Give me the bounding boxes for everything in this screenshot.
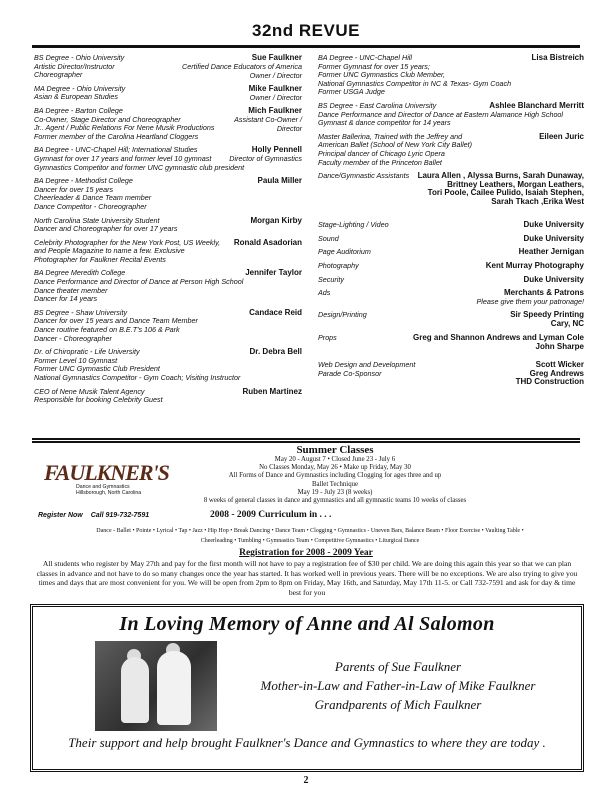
staff-role: Owner / Director <box>249 92 302 102</box>
summer-weeks: 8 weeks of general classes in dance and gymnastics and all gymnastic teams 10 weeks of classes <box>203 497 467 505</box>
staff-name: Paula Miller <box>257 176 302 186</box>
summer-classes <box>140 444 530 505</box>
credit-entry <box>318 334 584 356</box>
assistants-label: Dance/Gymnastic Assistants <box>318 171 410 181</box>
credit-entry <box>318 221 584 230</box>
staff-entry <box>34 107 302 141</box>
credit-value: Scott Wicker Greg Andrews THD Construction <box>515 360 584 387</box>
staff-credentials: BA Degree - Methodist College Dancer for over 15 years Cheerleader & Dance Team member Dance Competitor - Choreographer <box>34 176 152 211</box>
staff-credentials: Dr. of Chiropratic - Life University Former Level 10 Gymnast Former UNC Gymnastic Club President National Gymnastics Competitor - Gym Coach; Visiting Instructor <box>34 347 241 382</box>
page-title: 32nd REVUE <box>252 21 360 40</box>
staff-credentials: BA Degree - UNC-Chapel Hill Former Gymnast for over 15 years; Former UNC Gymnastics Club Member, National Gymnastics Competitor in NC & Texas- Gym Coach Former USGA Judge <box>318 53 512 97</box>
logo-line1: Dance and Gymnastics <box>76 484 130 490</box>
staff-credentials: Master Ballerina, Trained with the Jeffrey and American Ballet (School of New York City Ballet) Principal dancer of Chicago Lyric Opera Faculty member of the Princeton Ballet <box>318 131 473 167</box>
staff-column-left <box>34 54 302 410</box>
memorial-line1: Parents of Sue Faulkner <box>334 659 462 674</box>
staff-credentials: BA Degree Meredith College Dance Performance and Director of Dance at Person High School Dance theater member Dancer for 14 years <box>34 268 244 304</box>
credit-entry <box>318 360 584 387</box>
staff-name: Mich Faulkner <box>248 105 302 115</box>
staff-entry <box>34 177 302 211</box>
staff-entry <box>34 309 302 343</box>
staff-entry <box>34 85 302 102</box>
top-divider <box>32 45 580 48</box>
section-divider <box>32 438 580 443</box>
staff-entry <box>318 133 584 167</box>
staff-name: Ashlee Blanchard Merritt <box>489 100 584 110</box>
credit-value: Duke University <box>523 220 584 230</box>
memorial-box <box>30 604 584 772</box>
register-now <box>38 512 149 519</box>
staff-name: Holly Pennell <box>251 145 302 155</box>
credit-value: Duke University <box>523 233 584 243</box>
credit-label: Page Auditorium <box>318 247 371 257</box>
staff-name: Candace Reid <box>249 307 302 317</box>
staff-credentials: Celebrity Photographer for the New York Post, US Weekly, and People Magazine to name a few. Exclusive Photographer for Faulkner Recital Events <box>34 237 221 264</box>
credit-entry <box>318 289 584 306</box>
summer-forms: All Forms of Dance and Gymnastics including Clogging for ages three and up <box>228 472 442 480</box>
memorial-title: In Loving Memory of Anne and Al Salomon <box>119 613 495 635</box>
credit-value: Greg and Shannon Andrews and Lyman Cole John Sharpe <box>413 333 584 351</box>
staff-entry <box>34 269 302 303</box>
staff-entry <box>34 146 302 172</box>
staff-name: Morgan Kirby <box>250 215 302 225</box>
page-number: 2 <box>303 775 309 786</box>
staff-name: Jennifer Taylor <box>245 268 302 278</box>
staff-role: Assistant Co-Owner / Director <box>234 114 302 133</box>
staff-entry <box>34 239 302 265</box>
summer-heading: Summer Classes <box>296 444 374 456</box>
credit-label: Props <box>318 333 337 343</box>
credit-value: Sir Speedy Printing Cary, NC <box>510 310 584 328</box>
memorial-dedication <box>233 657 563 714</box>
summer-ballet-dates: May 19 - July 23 (8 weeks) <box>297 488 373 496</box>
register-text: Register Now <box>38 512 83 519</box>
staff-role: Certified Dance Educators of America Owner / Director <box>182 62 302 80</box>
faulkners-logo <box>44 460 169 504</box>
staff-name: Sue Faulkner <box>251 53 302 62</box>
credit-label: Photography <box>318 260 359 270</box>
staff-entry <box>34 217 302 234</box>
credit-label: Ads <box>318 288 331 298</box>
credit-entry <box>318 276 584 285</box>
curriculum-heading: 2008 - 2009 Curriculum in . . . <box>210 510 332 520</box>
class-list-line2: Cheerleading • Tumbling • Gymnastics Team • Competitive Gymnastics • Liturgical Dance <box>200 538 420 544</box>
credit-value: Heather Jernigan <box>518 247 584 257</box>
assistants-names: Laura Allen , Alyssa Burns, Sarah Dunaway, Brittney Leathers, Morgan Leathers, Tori Poole, Cailee Pulido, Isaiah Stephen, Sarah Tkach ,Erika West <box>417 171 584 206</box>
staff-credentials: MA Degree - Ohio University Asian & European Studies <box>34 83 126 102</box>
credit-label: Sound <box>318 233 339 243</box>
logo-line2: Hillsborough, North Carolina <box>76 490 142 496</box>
credit-label: Security <box>318 274 344 284</box>
staff-column-right <box>318 53 584 387</box>
staff-credentials: CEO of Nene Musik Talent Agency Responsible for booking Celebrity Guest <box>34 386 163 405</box>
staff-entry <box>34 348 302 382</box>
memorial-line3: Grandparents of Mich Faulkner <box>314 697 482 712</box>
credit-value: Kent Murray Photography <box>485 260 584 270</box>
memorial-photo <box>95 641 217 731</box>
staff-credentials: North Carolina State University Student Dancer and Choreographer for over 17 years <box>34 215 178 234</box>
registration-heading: Registration for 2008 - 2009 Year <box>239 548 373 558</box>
registration-body: All students who register by May 27th and pay for the first month will not have to pay a registration fee of $30 per child. We are doing this again this year so that we can plan classes in advance and not have to do so many changes once the year has started. It has worked well in previous years. There will be no exceptions. We are also trying to give you times and days that are most convenient for you. We will be open from 2pm to 8pm on Friday, May 16th, and Saturday, May 17th 11-5. or Call 732-7591 and ask for day & time best for you <box>36 559 578 597</box>
staff-role: Director of Gymnastics <box>229 154 302 164</box>
staff-name: Dr. Debra Bell <box>249 347 302 357</box>
credit-entry <box>318 311 584 329</box>
staff-name: Mike Faulkner <box>248 83 302 93</box>
credit-value: Merchants & Patrons <box>503 288 584 298</box>
class-list-line1: Dance - Ballet • Pointe • Lyrical • Tap • Jazz • Hip Hop • Break Dancing • Dance Team • Clogging • Gymnastics - Uneven Bars, Balance Beam • Floor Exercise • Vaulting Table • <box>96 528 524 534</box>
staff-credentials: BS Degree - Shaw University Dancer for over 15 years and Dance Team Member Dance routine featured on B.E.T's 106 & Park Dancer - Choreographer <box>34 307 198 343</box>
staff-credentials: BS Degree - Ohio University Artistic Director/Instructor Choreographer <box>34 53 125 80</box>
staff-entry <box>34 54 302 80</box>
credit-label: Stage-Lighting / Video <box>318 220 389 230</box>
memorial-footer: Their support and help brought Faulkner's Dance and Gymnastics to where they are today . <box>68 735 546 750</box>
summer-dates: May 20 - August 7 • Closed June 23 - July 6 <box>274 456 396 463</box>
credit-note: Please give them your patronage! <box>476 297 584 307</box>
logo-brand: FAULKNER'S <box>44 460 169 485</box>
memorial-line2: Mother-in-Law and Father-in-Law of Mike Faulkner <box>260 678 536 693</box>
class-list <box>36 526 584 546</box>
summer-ballet: Ballet Technique <box>311 480 359 488</box>
credit-entry <box>318 262 584 271</box>
register-phone: Call 919-732-7591 <box>90 512 150 519</box>
staff-name: Ronald Asadorian <box>233 237 302 247</box>
staff-credentials: BA Degree - UNC-Chapel Hill; International Studies Gymnast for over 17 years and former level 10 gymnast Gymnastics Competitor and former UNC gymnastic club president <box>34 145 245 172</box>
summer-closed: No Classes Monday, May 26 • Make up Friday, May 30 <box>259 464 411 472</box>
assistants-entry <box>318 172 584 216</box>
staff-entry <box>318 54 584 97</box>
staff-name: Lisa Bistreich <box>531 53 584 62</box>
credit-label: Web Design and Development Parade Co-Sponsor <box>318 360 416 378</box>
credit-label: Design/Printing <box>318 310 367 320</box>
staff-name: Ruben Martinez <box>242 386 302 396</box>
staff-name: Eileen Juric <box>539 131 584 141</box>
staff-credentials: BS Degree - East Carolina University Dance Performance and Director of Dance at Eastern Alamance High School Gymnast & dance competitor for 14 years <box>318 100 564 128</box>
credit-value: Duke University <box>523 274 584 284</box>
staff-credentials: BA Degree - Barton College Co-Owner, Stage Director and Choreographer Jr.. Agent / Public Relations For Nene Musik Productions Former member of the Carolina Heartland Cloggers <box>34 105 215 141</box>
credit-entry <box>318 235 584 244</box>
credit-entry <box>318 248 584 257</box>
staff-entry <box>34 388 302 405</box>
staff-entry <box>318 102 584 128</box>
